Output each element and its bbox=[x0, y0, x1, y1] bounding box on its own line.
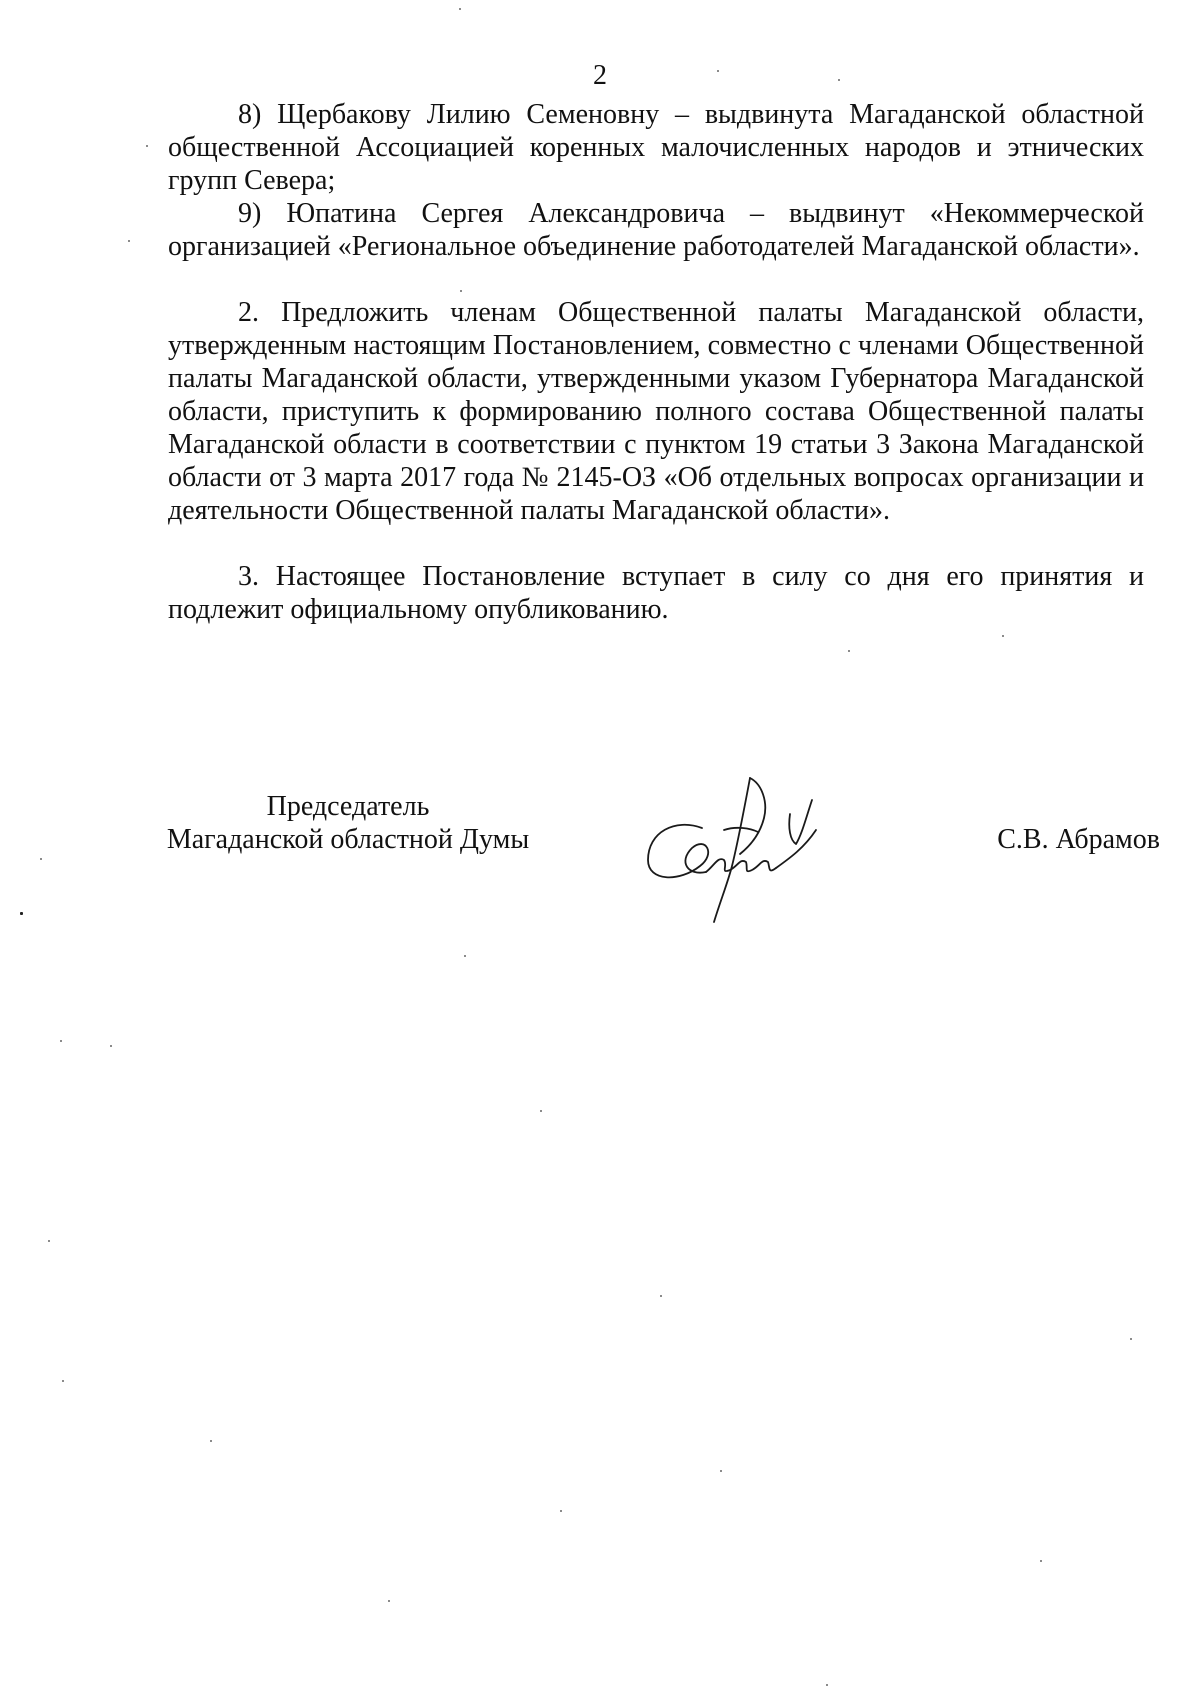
signatory-title-line1: Председатель bbox=[266, 791, 430, 822]
handwritten-signature bbox=[640, 770, 870, 930]
signatory-title bbox=[163, 790, 533, 856]
signature-block bbox=[0, 790, 1200, 930]
page-number: 2 bbox=[593, 60, 607, 91]
clause-3: 3. Настоящее Постановление вступает в силу со дня его принятия и подлежит официальному опубликованию. bbox=[168, 561, 1144, 625]
list-item-8: 8) Щербакову Лилию Семеновну – выдвинута Магаданской областной общественной Ассоциацией коренных малочисленных народов и этнических групп Севера; bbox=[168, 99, 1144, 196]
signatory-title-line2: Магаданской областной Думы bbox=[166, 824, 530, 855]
clause-2: 2. Предложить членам Общественной палаты Магаданской области, утвержденным настоящим Постановлением, совместно с членами Общественной палаты Магаданской области, утвержденными указом Губернатора Магаданской области, приступить к формированию полного состава Общественной палаты Магаданской области в соответствии с пунктом 19 статьи 3 Закона Магаданской области от 3 марта 2017 года № 2145-ОЗ «Об отдельных вопросах организации и деятельности Общественной палаты Магаданской области». bbox=[168, 297, 1144, 526]
signatory-name: С.В. Абрамов bbox=[997, 824, 1160, 855]
document-body bbox=[168, 98, 1144, 626]
list-item-9: 9) Юпатина Сергея Александровича – выдвинут «Некоммерческой организацией «Региональное объединение работодателей Магаданской области». bbox=[168, 198, 1144, 262]
